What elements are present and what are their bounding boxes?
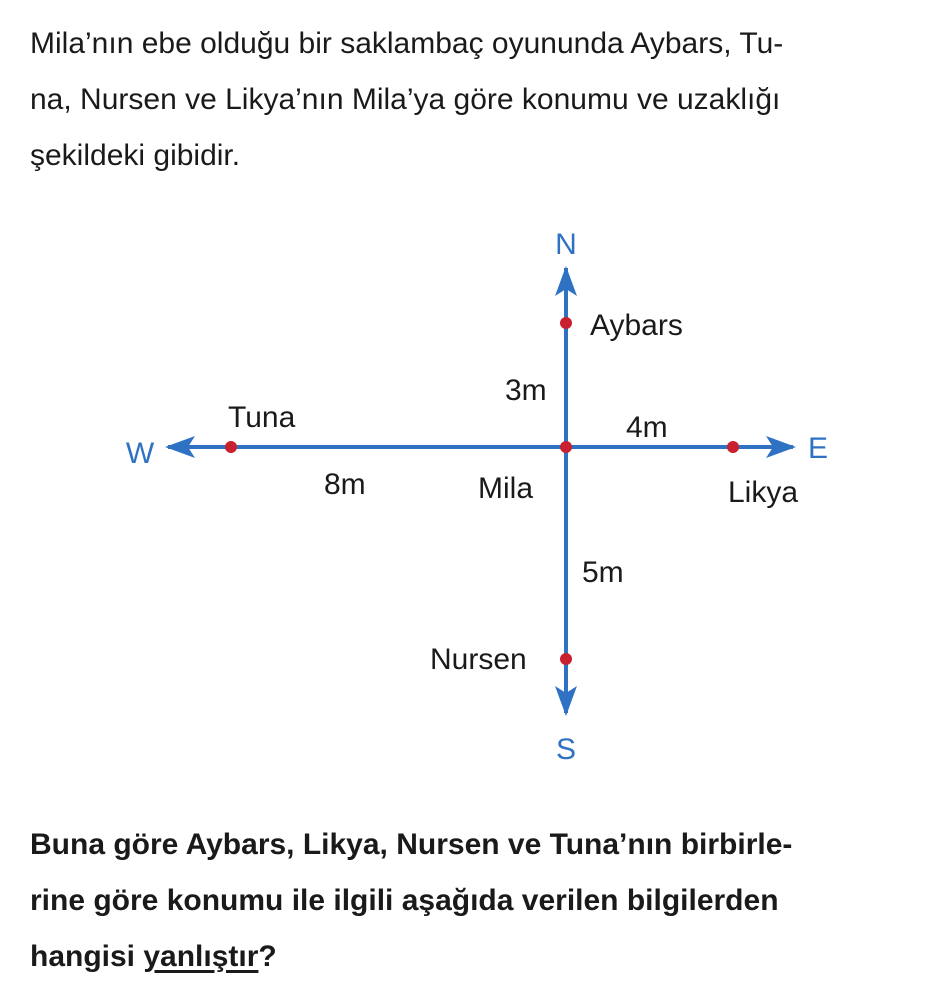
question-line-3 [30, 929, 920, 985]
direction-north-label: N [555, 228, 577, 261]
question-text [30, 817, 920, 985]
intro-line-1: Mila’nın ebe olduğu bir saklambaç oyununda Aybars, Tu- [30, 27, 784, 60]
point-mila [560, 441, 572, 453]
label-aybars: Aybars [590, 309, 683, 342]
point-nursen [560, 653, 572, 665]
label-tuna: Tuna [228, 401, 296, 434]
label-mila: Mila [478, 472, 534, 505]
question-line-1: Buna göre Aybars, Likya, Nursen ve Tuna’nın birbirle- [30, 828, 793, 861]
label-nursen: Nursen [430, 643, 527, 676]
intro-line-2: na, Nursen ve Likya’nın Mila’ya göre konumu ve uzaklığı [30, 83, 781, 116]
question-underlined-word: yanlıştır [143, 940, 259, 973]
distance-east: 4m [626, 411, 668, 444]
point-tuna [225, 441, 237, 453]
question-line-2: rine göre konumu ile ilgili aşağıda verilen bilgilerden [30, 884, 779, 917]
intro-line-3: şekildeki gibidir. [30, 139, 241, 172]
label-likya: Likya [728, 476, 799, 509]
question-line-3-suffix: ? [258, 940, 277, 973]
question-line-3-prefix: hangisi [30, 940, 144, 973]
distance-south: 5m [582, 556, 624, 589]
direction-west-label: W [125, 437, 155, 470]
direction-east-label: E [807, 432, 829, 465]
point-aybars [560, 317, 572, 329]
distance-west: 8m [324, 468, 366, 501]
point-likya [727, 441, 739, 453]
distance-north: 3m [505, 374, 547, 407]
direction-south-label: S [555, 733, 577, 766]
